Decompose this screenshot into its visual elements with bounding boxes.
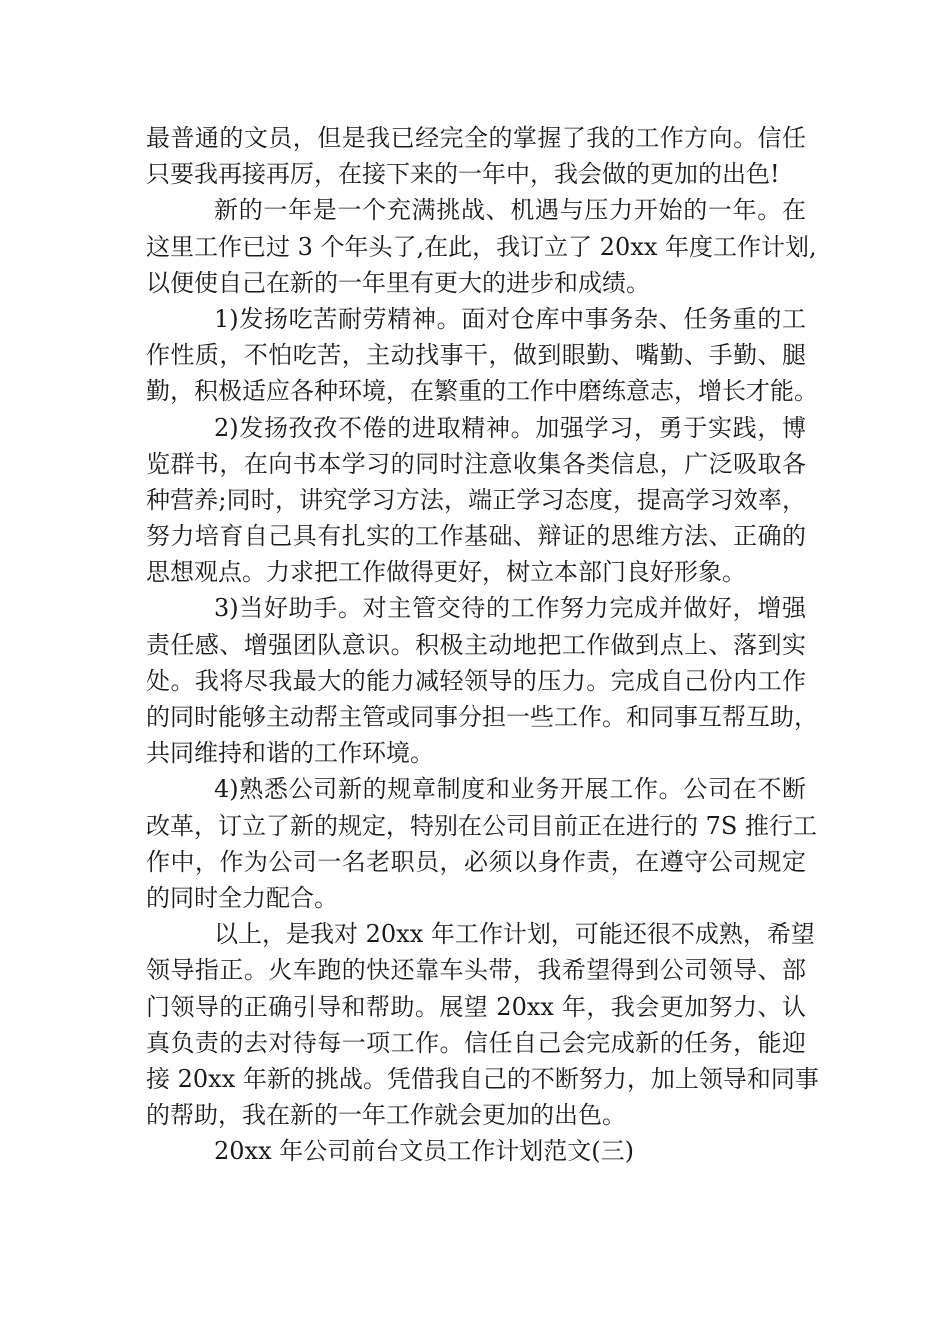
text-line: 这里工作已过 3 个年头了,在此，我订立了 20xx 年度工作计划,	[146, 232, 817, 261]
text-line: 览群书，在向书本学习的同时注意收集各类信息，广泛吸取各	[146, 449, 806, 478]
text-line: 领导指正。火车跑的快还靠车头带，我希望得到公司领导、部	[146, 956, 806, 985]
text-line: 门领导的正确引导和帮助。展望 20xx 年，我会更加努力、认	[146, 992, 806, 1021]
text-line: 以便使自己在新的一年里有更大的进步和成绩。	[146, 268, 650, 297]
text-line: 1)发扬吃苦耐劳精神。面对仓库中事务杂、任务重的工	[214, 304, 806, 333]
text-line: 新的一年是一个充满挑战、机遇与压力开始的一年。在	[214, 196, 806, 225]
document-body	[146, 120, 819, 1169]
text-line: 种营养;同时，讲究学习方法，端正学习态度，提高学习效率，	[146, 485, 806, 514]
text-line: 接 20xx 年新的挑战。凭借我自己的不断努力，加上领导和同事	[146, 1064, 819, 1093]
text-line: 的帮助，我在新的一年工作就会更加的出色。	[146, 1101, 626, 1130]
text-line: 3)当好助手。对主管交待的工作努力完成并做好，增强	[214, 594, 806, 623]
text-line: 勤，积极适应各种环境，在繁重的工作中磨练意志，增长才能。	[146, 377, 818, 406]
text-line: 责任感、增强团队意识。积极主动地把工作做到点上、落到实	[146, 630, 806, 659]
text-line: 2)发扬孜孜不倦的进取精神。加强学习，勇于实践，博	[214, 413, 806, 442]
text-line: 的同时全力配合。	[146, 883, 338, 912]
text-line: 以上，是我对 20xx 年工作计划，可能还很不成熟，希望	[214, 920, 815, 949]
text-line: 努力培育自己具有扎实的工作基础、辩证的思维方法、正确的	[146, 522, 806, 551]
text-line: 改革，订立了新的规定，特别在公司目前正在进行的 7S 推行工	[146, 811, 817, 840]
text-line: 真负责的去对待每一项工作。信任自己会完成新的任务，能迎	[146, 1028, 806, 1057]
text-line: 作中，作为公司一名老职员，必须以身作责，在遵守公司规定	[146, 847, 806, 876]
text-line: 只要我再接再厉，在接下来的一年中，我会做的更加的出色!	[146, 160, 780, 189]
text-line: 作性质，不怕吃苦，主动找事干，做到眼勤、嘴勤、手勤、腿	[146, 341, 806, 370]
text-line: 4)熟悉公司新的规章制度和业务开展工作。公司在不断	[214, 775, 806, 804]
section-heading: 20xx 年公司前台文员工作计划范文(三)	[214, 1137, 634, 1166]
text-line: 共同维持和谐的工作环境。	[146, 739, 434, 768]
text-line: 最普通的文员，但是我已经完全的掌握了我的工作方向。信任	[146, 124, 806, 152]
text-line: 处。我将尽我最大的能力减轻领导的压力。完成自己份内工作	[146, 666, 806, 695]
text-line: 的同时能够主动帮主管或同事分担一些工作。和同事互帮互助，	[146, 703, 818, 731]
text-line: 思想观点。力求把工作做得更好，树立本部门良好形象。	[146, 558, 746, 587]
